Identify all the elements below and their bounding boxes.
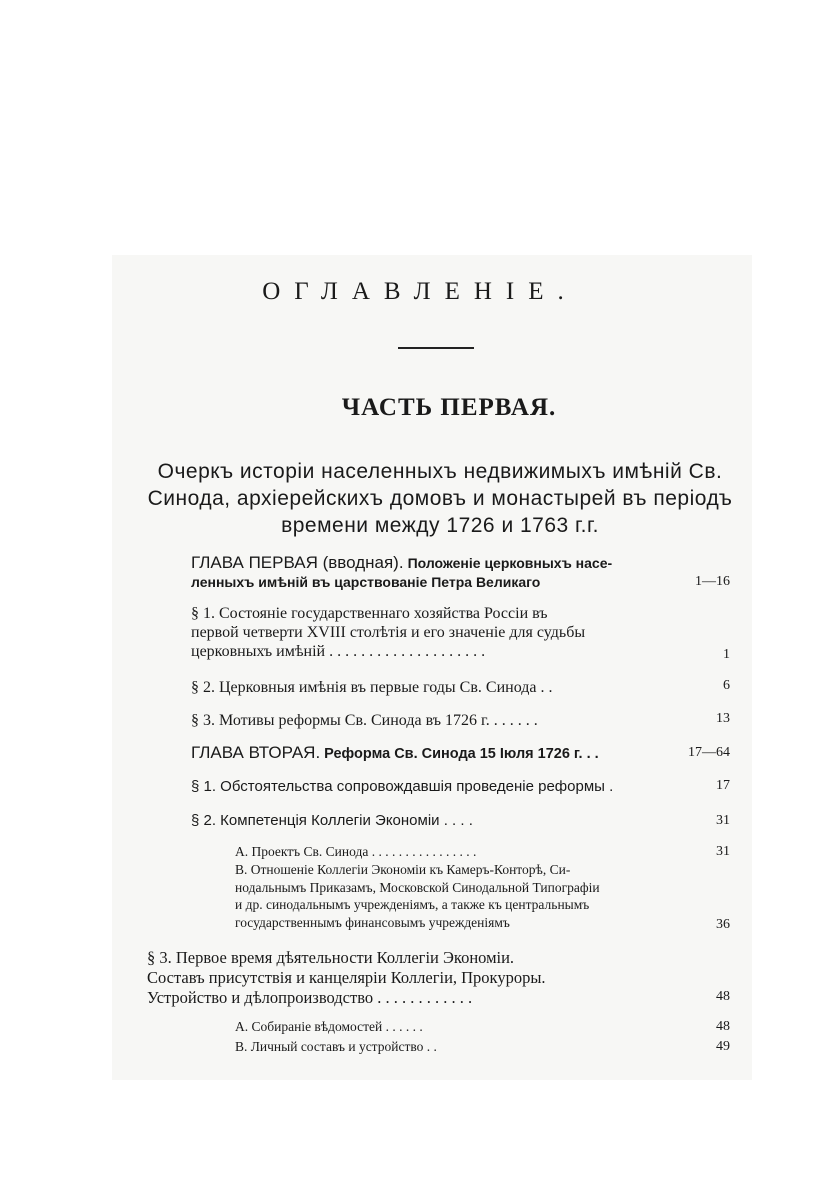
- section-text: § 1. Обстоятельства сопровождавшія проведеніе реформы .: [191, 778, 614, 795]
- page-number: 1—16: [695, 574, 730, 589]
- section-text: § 2. Церковныя имѣнія въ первые годы Св. Синода . .: [191, 679, 553, 696]
- subsection-text: B. Личный составъ и устройство . .: [235, 1039, 437, 1054]
- chapter-1-desc: Положеніе церковныхъ насе-: [407, 555, 613, 571]
- page-number: 36: [716, 917, 730, 932]
- chapter-1-desc: ленныхъ имѣній въ царствованіе Петра Великаго: [191, 574, 541, 590]
- subsection-text: нодальнымъ Приказамъ, Московской Синодальной Типографіи: [235, 879, 600, 895]
- section-text: церковныхъ имѣній . . . . . . . . . . . . . . . . . . . .: [191, 643, 486, 660]
- subsection-text: государственнымъ финансовымъ учрежденіямъ: [235, 914, 510, 930]
- divider-rule: [398, 347, 474, 349]
- essay-title-line: времени между 1726 и 1763 г.г.: [281, 514, 599, 537]
- page-number: 31: [716, 813, 730, 828]
- page-number: 31: [716, 844, 730, 859]
- toc-entry-section: [191, 604, 585, 661]
- essay-title-line: Очеркъ исторіи населенныхъ недвижимыхъ имѣній Св.: [157, 460, 723, 483]
- chapter-2-title: ГЛАВА ВТОРАЯ.: [191, 743, 321, 762]
- section-text: первой четверти XVIII столѣтія и его значеніе для судьбы: [191, 624, 586, 641]
- page-number: 17—64: [688, 745, 730, 760]
- essay-title-line: Синода, архіерейскихъ домовъ и монастырей въ періодъ: [147, 487, 733, 510]
- section-text: § 3. Первое время дѣятельности Коллегіи Экономіи.: [147, 948, 515, 967]
- page-number: 49: [716, 1039, 730, 1054]
- page-number: 48: [716, 1019, 730, 1034]
- essay-title: [140, 458, 740, 539]
- toc-entry-section: [191, 711, 538, 730]
- toc-entry-subsection: [235, 1038, 437, 1056]
- toc-entry-section: [191, 678, 552, 697]
- section-text: § 3. Мотивы реформы Св. Синода въ 1726 г. . . . . . .: [191, 712, 538, 729]
- toc-entry-subsection: [235, 1018, 423, 1036]
- page-number: 1: [723, 647, 730, 662]
- section-text: Устройство и дѣлопроизводство . . . . . . . . . . . .: [147, 988, 473, 1007]
- toc-entry-section: [191, 777, 613, 796]
- subsection-text: A. Собираніе вѣдомостей . . . . . .: [235, 1019, 423, 1034]
- toc-entry-section: [191, 811, 473, 830]
- section-text: § 1. Состояніе государственнаго хозяйства Россіи въ: [191, 605, 548, 622]
- subsection-text: B. Отношеніе Коллегіи Экономіи къ Камеръ-Конторѣ, Си-: [235, 862, 571, 877]
- toc-entry-chapter-2: [191, 743, 599, 764]
- toc-entry-chapter-1: [191, 553, 612, 592]
- chapter-2-desc: Реформа Св. Синода 15 Іюля 1726 г. . .: [324, 746, 599, 762]
- toc-heading: ОГЛАВЛЕНІЕ.: [262, 278, 578, 305]
- section-text: § 2. Компетенція Коллегіи Экономіи . . . .: [191, 812, 473, 829]
- page-number: 48: [716, 989, 730, 1004]
- subsection-text: и др. синодальнымъ учрежденіямъ, а также къ центральнымъ: [235, 897, 590, 912]
- toc-entry-subsection: [235, 861, 600, 931]
- part-title: ЧАСТЬ ПЕРВАЯ.: [341, 394, 557, 421]
- section-text: Составъ присутствія и канцеляріи Коллегіи, Прокуроры.: [147, 968, 546, 987]
- page-number: 6: [723, 678, 730, 693]
- toc-entry-section: [147, 948, 546, 1008]
- page-number: 13: [716, 711, 730, 726]
- subsection-text: A. Проектъ Св. Синода . . . . . . . . . . . . . . . .: [235, 844, 477, 859]
- toc-entry-subsection: [235, 843, 476, 861]
- page-number: 17: [716, 778, 730, 793]
- chapter-1-title: ГЛАВА ПЕРВАЯ (вводная).: [191, 553, 404, 572]
